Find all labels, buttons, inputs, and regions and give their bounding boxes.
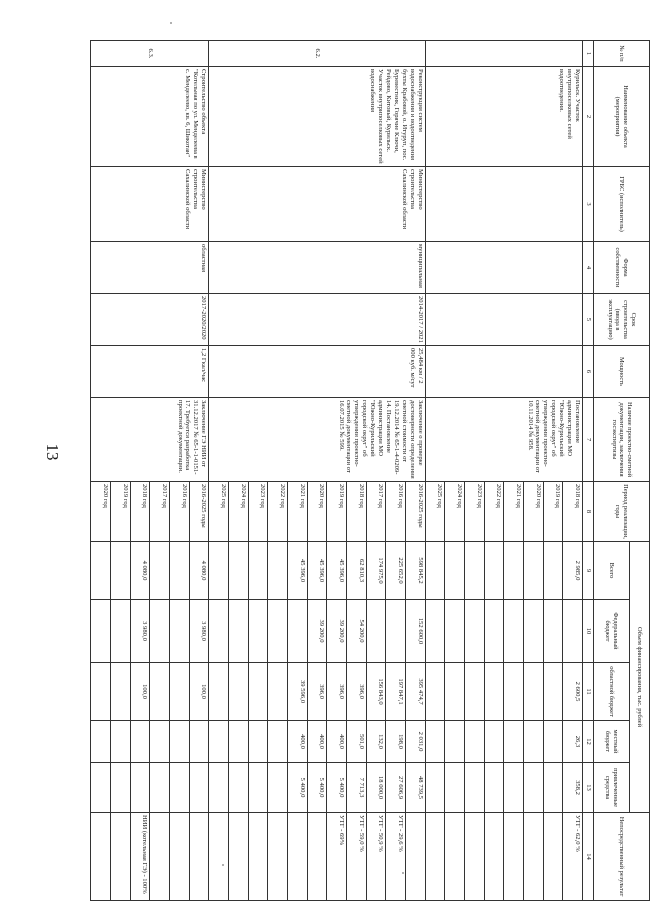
- cell-attracted-funds: 18 000,0: [366, 763, 386, 813]
- cell-direct-result: [287, 813, 307, 901]
- cell-local-budget: 132,0: [366, 721, 386, 763]
- column-number: 12: [583, 721, 594, 763]
- column-number: 3: [583, 167, 594, 242]
- cell-period: 2018 год: [563, 482, 583, 542]
- column-number: 1: [583, 41, 594, 67]
- cell-attracted-funds: [169, 763, 189, 813]
- cell-total-funding: [504, 542, 524, 600]
- cell-federal-budget: [91, 600, 111, 663]
- cell-period: 2020 год: [91, 482, 111, 542]
- cell-capacity: 25,484 км / 2 000 куб. м/сут: [209, 346, 425, 398]
- cell-attracted-funds: 5 400,0: [327, 763, 347, 813]
- cell-regional-budget: [110, 663, 130, 721]
- cell-federal-budget: [287, 600, 307, 663]
- cell-grbs: Министерство строительства Сахалинской области: [91, 167, 209, 242]
- cell-local-budget: [543, 721, 563, 763]
- header-capacity: Мощность: [594, 346, 650, 398]
- cell-ownership: [425, 242, 582, 294]
- cell-direct-result: [504, 813, 524, 901]
- cell-direct-result: УТГ - 62,0 %: [563, 813, 583, 901]
- cell-local-budget: 501,0: [346, 721, 366, 763]
- cell-federal-budget: [366, 600, 386, 663]
- cell-attracted-funds: 5 400,0: [307, 763, 327, 813]
- header-docs: Наличие проектно-сметной документации, заключения госэкспертизы: [594, 398, 650, 482]
- cell-attracted-funds: [464, 763, 484, 813]
- cell-regional-budget: [228, 663, 248, 721]
- cell-local-budget: 400,0: [287, 721, 307, 763]
- cell-federal-budget: [504, 600, 524, 663]
- cell-local-budget: [228, 721, 248, 763]
- cell-period: 2020 год: [307, 482, 327, 542]
- cell-period: 2016-2025 годы: [189, 482, 209, 542]
- cell-regional-budget: 396,0: [346, 663, 366, 721]
- column-number: 14: [583, 813, 594, 901]
- cell-attracted-funds: [484, 763, 504, 813]
- cell-direct-result: УТГ - 59,0 %: [346, 813, 366, 901]
- cell-local-budget: 400,0: [327, 721, 347, 763]
- cell-federal-budget: 3 980,0: [130, 600, 150, 663]
- column-number: 13: [583, 763, 594, 813]
- cell-attracted-funds: [110, 763, 130, 813]
- cell-local-budget: [248, 721, 268, 763]
- cell-federal-budget: [209, 600, 229, 663]
- cell-direct-result: УТГ - 50,9 %: [366, 813, 386, 901]
- cell-design-documentation: Постановление администрации МО "Южно-Курильский городской округ" об утверждении проектно-сметной документации от 10.11.2014 № 958.: [425, 398, 582, 482]
- cell-federal-budget: [543, 600, 563, 663]
- cell-period: 2025 год: [425, 482, 445, 542]
- scan-speck: [170, 22, 172, 24]
- cell-direct-result: УТГ - 29,6 %: [386, 813, 406, 901]
- cell-federal-budget: [445, 600, 465, 663]
- cell-local-budget: [464, 721, 484, 763]
- column-number: 10: [583, 600, 594, 663]
- cell-total-funding: 598 845,2: [405, 542, 425, 600]
- cell-period: 2022 год: [484, 482, 504, 542]
- cell-ownership: муниципальная: [209, 242, 425, 294]
- column-number: 8: [583, 482, 594, 542]
- cell-total-funding: [248, 542, 268, 600]
- cell-federal-budget: [464, 600, 484, 663]
- column-number-row: [583, 41, 594, 901]
- cell-federal-budget: [150, 600, 170, 663]
- header-local: местный бюджет: [594, 721, 630, 763]
- cell-regional-budget: 396,0: [307, 663, 327, 721]
- cell-regional-budget: [91, 663, 111, 721]
- cell-direct-result: [523, 813, 543, 901]
- cell-federal-budget: 54 200,0: [346, 600, 366, 663]
- cell-attracted-funds: [543, 763, 563, 813]
- cell-local-budget: 198,0: [386, 721, 406, 763]
- cell-object-name: Реконструкция систем водоснабжения и водоотведения бухты Крабовой, о. Итуруп, пос. Буревестник, Горячие Ключи, Рейдово, Китовый, Курильск. Участок внутрипоселковых сетей водоснабжения: [209, 67, 425, 167]
- cell-total-funding: [91, 542, 111, 600]
- cell-local-budget: 2 031,0: [405, 721, 425, 763]
- cell-total-funding: [445, 542, 465, 600]
- cell-attracted-funds: [523, 763, 543, 813]
- cell-construction-term: [425, 294, 582, 346]
- table-stage: [90, 40, 650, 900]
- cell-local-budget: [169, 721, 189, 763]
- cell-total-funding: 174 975,0: [366, 542, 386, 600]
- cell-total-funding: [484, 542, 504, 600]
- cell-total-funding: [523, 542, 543, 600]
- cell-ownership: областная: [91, 242, 209, 294]
- cell-direct-result: [405, 813, 425, 901]
- cell-direct-result: [543, 813, 563, 901]
- cell-period: 2018 год: [346, 482, 366, 542]
- cell-attracted-funds: [445, 763, 465, 813]
- cell-federal-budget: 152 600,0: [405, 600, 425, 663]
- column-number: 5: [583, 294, 594, 346]
- cell-direct-result: [150, 813, 170, 901]
- cell-local-budget: [110, 721, 130, 763]
- cell-local-budget: [150, 721, 170, 763]
- cell-local-budget: [209, 721, 229, 763]
- header-grbs: ГРБС (исполнитель): [594, 167, 650, 242]
- cell-direct-result: [209, 813, 229, 901]
- cell-regional-budget: 395 474,7: [405, 663, 425, 721]
- header-period: Период реализации, годы: [594, 482, 650, 542]
- header-no: № п/п: [594, 41, 650, 67]
- cell-object-name: Строительство объекта "Котельная по ул. Менделеева в с. Менделеево, кв. 6, Шикотан": [91, 67, 209, 167]
- cell-attracted-funds: 27 606,9: [386, 763, 406, 813]
- cell-direct-result: НИИ (котельная ГЭ) - 100%: [130, 813, 150, 901]
- cell-period: 2017 год: [150, 482, 170, 542]
- header-object-name: Наименование объекта (мероприятия): [594, 67, 650, 167]
- cell-construction-term: 2017-2020/2020: [91, 294, 209, 346]
- cell-attracted-funds: [91, 763, 111, 813]
- cell-local-budget: [268, 721, 288, 763]
- cell-direct-result: УТГ - 69%: [327, 813, 347, 901]
- cell-attracted-funds: 48 739,5: [405, 763, 425, 813]
- page-number: 13: [43, 443, 62, 461]
- header-regional: областной бюджет: [594, 663, 630, 721]
- cell-total-funding: 45 396,0: [327, 542, 347, 600]
- cell-local-budget: [425, 721, 445, 763]
- cell-total-funding: 45 396,0: [307, 542, 327, 600]
- cell-local-budget: [484, 721, 504, 763]
- cell-row-number: 6.2.: [209, 41, 425, 67]
- cell-regional-budget: 156 843,0: [366, 663, 386, 721]
- cell-period: 2019 год: [110, 482, 130, 542]
- cell-direct-result: [189, 813, 209, 901]
- cell-total-funding: [110, 542, 130, 600]
- cell-regional-budget: [169, 663, 189, 721]
- cell-direct-result: [268, 813, 288, 901]
- cell-period: 2019 год: [543, 482, 563, 542]
- cell-regional-budget: 100,0: [189, 663, 209, 721]
- cell-regional-budget: [543, 663, 563, 721]
- cell-federal-budget: 3 980,0: [189, 600, 209, 663]
- cell-regional-budget: [484, 663, 504, 721]
- cell-total-funding: 225 652,0: [386, 542, 406, 600]
- cell-total-funding: 2 985,0: [563, 542, 583, 600]
- cell-grbs: [425, 167, 582, 242]
- table-row: [189, 41, 209, 901]
- cell-total-funding: 4 080,0: [189, 542, 209, 600]
- cell-construction-term: 2014-2017 / 2021: [209, 294, 425, 346]
- cell-attracted-funds: [130, 763, 150, 813]
- cell-direct-result: [425, 813, 445, 901]
- cell-capacity: 1,2 Гкал/час: [91, 346, 209, 398]
- cell-direct-result: [445, 813, 465, 901]
- cell-regional-budget: [464, 663, 484, 721]
- cell-period: 2016-2025 годы: [405, 482, 425, 542]
- cell-attracted-funds: [189, 763, 209, 813]
- cell-direct-result: [91, 813, 111, 901]
- cell-period: 2021 год: [504, 482, 524, 542]
- cell-regional-budget: 396,0: [327, 663, 347, 721]
- cell-attracted-funds: [150, 763, 170, 813]
- cell-row-number: 6.3.: [91, 41, 209, 67]
- cell-federal-budget: 39 200,0: [307, 600, 327, 663]
- cell-design-documentation: Заключение ГЭ НИИ от 31.12.2017 № 65-1-1-0151-17. Требуется разработка проектной документации.: [91, 398, 209, 482]
- cell-attracted-funds: [228, 763, 248, 813]
- cell-period: 2020 год: [523, 482, 543, 542]
- cell-federal-budget: [425, 600, 445, 663]
- cell-direct-result: [248, 813, 268, 901]
- cell-period: 2016 год: [386, 482, 406, 542]
- cell-local-budget: 400,0: [307, 721, 327, 763]
- cell-direct-result: [307, 813, 327, 901]
- cell-period: 2024 год: [445, 482, 465, 542]
- cell-total-funding: [169, 542, 189, 600]
- cell-design-documentation: Заключение о проверке достоверности определения сметной стоимости от 19.12.2014 № 65-1-4-0209-14. Постановление администрации МО "Южно-Курильский городской округ" об утверждении проектно-сметной документации от 16.07.2015 № 599.: [209, 398, 425, 482]
- cell-period: 2018 год: [130, 482, 150, 542]
- cell-attracted-funds: [425, 763, 445, 813]
- cell-local-budget: [189, 721, 209, 763]
- cell-federal-budget: [563, 600, 583, 663]
- header-result: Непосредственный результат: [594, 813, 650, 901]
- cell-regional-budget: [268, 663, 288, 721]
- cell-grbs: Министерство строительства Сахалинской области: [209, 167, 425, 242]
- cell-local-budget: [523, 721, 543, 763]
- cell-period: 2016 год: [169, 482, 189, 542]
- cell-federal-budget: [228, 600, 248, 663]
- cell-total-funding: [209, 542, 229, 600]
- header-funding-group: Объем финансирования, тыс. рублей: [630, 542, 650, 813]
- cell-regional-budget: [425, 663, 445, 721]
- cell-total-funding: [268, 542, 288, 600]
- cell-direct-result: [484, 813, 504, 901]
- cell-total-funding: [543, 542, 563, 600]
- table-row: [405, 41, 425, 901]
- cell-attracted-funds: [209, 763, 229, 813]
- cell-total-funding: [464, 542, 484, 600]
- table-body: [91, 41, 583, 901]
- cell-total-funding: 62 810,3: [346, 542, 366, 600]
- cell-regional-budget: [445, 663, 465, 721]
- header-other: привлеченные средства: [594, 763, 630, 813]
- cell-total-funding: [228, 542, 248, 600]
- cell-federal-budget: [386, 600, 406, 663]
- cell-total-funding: 4 080,0: [130, 542, 150, 600]
- cell-regional-budget: 100,0: [130, 663, 150, 721]
- cell-local-budget: [130, 721, 150, 763]
- rotated-landscape-page: [90, 40, 650, 900]
- cell-period: 2024 год: [228, 482, 248, 542]
- cell-attracted-funds: [268, 763, 288, 813]
- cell-regional-budget: [248, 663, 268, 721]
- cell-attracted-funds: 7 713,3: [346, 763, 366, 813]
- cell-federal-budget: [523, 600, 543, 663]
- cell-period: 2021 год: [287, 482, 307, 542]
- cell-object-name: Курильск. Участок внутрипоселковых сетей водоотведения.: [425, 67, 582, 167]
- cell-attracted-funds: [248, 763, 268, 813]
- cell-period: 2017 год: [366, 482, 386, 542]
- cell-total-funding: 45 396,0: [287, 542, 307, 600]
- cell-federal-budget: [268, 600, 288, 663]
- column-number: 6: [583, 346, 594, 398]
- cell-period: 2019 год: [327, 482, 347, 542]
- cell-total-funding: [425, 542, 445, 600]
- cell-federal-budget: [248, 600, 268, 663]
- column-number: 9: [583, 542, 594, 600]
- cell-direct-result: [110, 813, 130, 901]
- cell-federal-budget: [110, 600, 130, 663]
- cell-capacity: [425, 346, 582, 398]
- cell-regional-budget: [523, 663, 543, 721]
- cell-local-budget: [445, 721, 465, 763]
- cell-attracted-funds: 5 400,0: [287, 763, 307, 813]
- cell-regional-budget: [150, 663, 170, 721]
- cell-federal-budget: [484, 600, 504, 663]
- column-number: 7: [583, 398, 594, 482]
- financing-table: [90, 40, 650, 901]
- cell-regional-budget: 197 847,1: [386, 663, 406, 721]
- cell-direct-result: [169, 813, 189, 901]
- column-number: 4: [583, 242, 594, 294]
- header-total: Всего: [594, 542, 630, 600]
- cell-local-budget: [91, 721, 111, 763]
- column-number: 11: [583, 663, 594, 721]
- cell-direct-result: [464, 813, 484, 901]
- header-ownership: Форма собственности: [594, 242, 650, 294]
- table-header: [583, 41, 650, 901]
- cell-row-number: [425, 41, 582, 67]
- cell-regional-budget: [209, 663, 229, 721]
- cell-regional-budget: 39 596,0: [287, 663, 307, 721]
- cell-period: 2025 год: [209, 482, 229, 542]
- cell-federal-budget: [169, 600, 189, 663]
- cell-period: 2023 год: [464, 482, 484, 542]
- header-federal: Федеральный бюджет: [594, 600, 630, 663]
- cell-total-funding: [150, 542, 170, 600]
- cell-period: 2022 год: [268, 482, 288, 542]
- cell-attracted-funds: 358,2: [563, 763, 583, 813]
- cell-local-budget: [504, 721, 524, 763]
- cell-regional-budget: 2 600,5: [563, 663, 583, 721]
- cell-local-budget: 26,3: [563, 721, 583, 763]
- header-term: Срок строительства (ввода в эксплуатацию): [594, 294, 650, 346]
- table-row: [563, 41, 583, 901]
- cell-attracted-funds: [504, 763, 524, 813]
- cell-period: 2023 год: [248, 482, 268, 542]
- cell-federal-budget: 39 200,0: [327, 600, 347, 663]
- cell-regional-budget: [504, 663, 524, 721]
- cell-direct-result: [228, 813, 248, 901]
- column-number: 2: [583, 67, 594, 167]
